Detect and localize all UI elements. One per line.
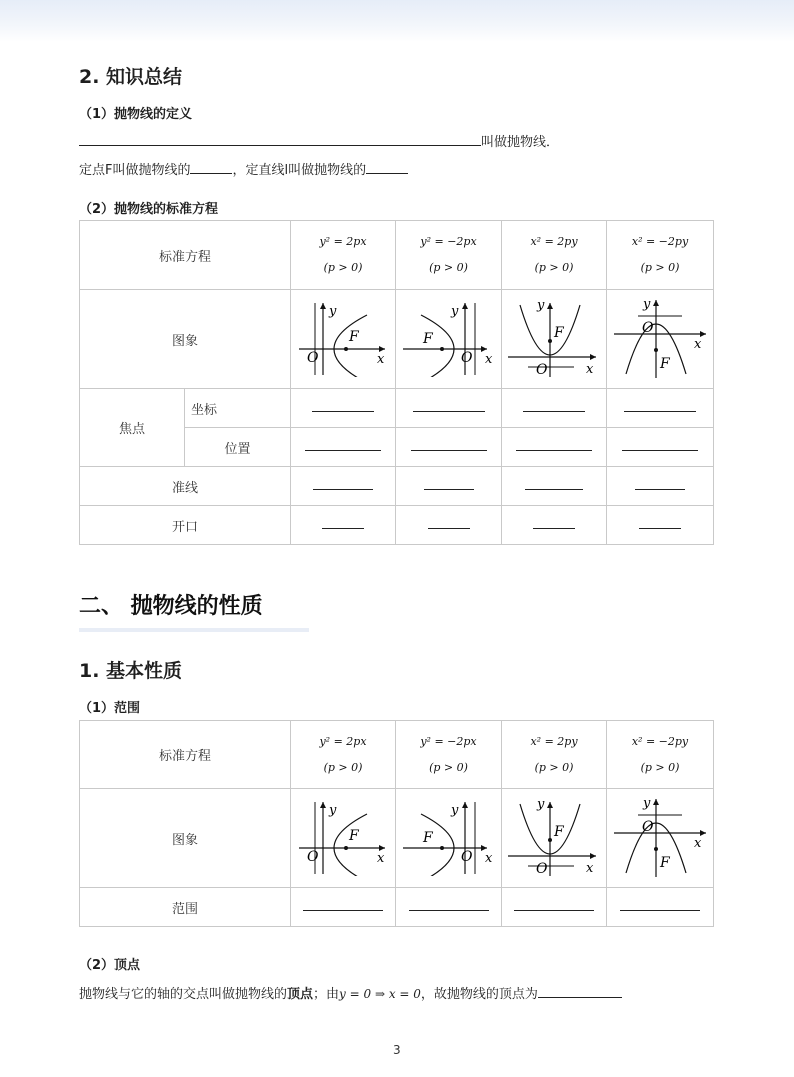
svg-text:x: x [377,352,385,367]
row-header-focus-pos: 位置 [185,428,291,467]
subsection-equation-title: （2）抛物线的标准方程 [79,202,219,217]
row-header-directrix: 准线 [80,467,291,506]
range-title: （1）范围 [79,701,141,716]
chapter-title: 二、 抛物线的性质 [79,594,263,619]
svg-text:F: F [660,855,670,871]
blank-cell[interactable] [607,389,714,428]
svg-text:O: O [536,861,548,877]
svg-text:y: y [537,298,545,313]
svg-text:x: x [586,861,594,876]
svg-text:y: y [329,304,337,319]
equation-cell: x² = 2py (p > 0) [502,221,607,290]
blank-cell[interactable] [291,506,396,545]
graph-up-opening [502,290,607,389]
row-header-focus-coord: 坐标 [185,389,291,428]
graph-left-opening [396,290,502,389]
svg-text:O: O [307,849,319,865]
equation-cell: x² = −2py (p > 0) [607,221,714,290]
vertex-text: 抛物线与它的轴的交点叫做抛物线的顶点；由y = 0 ⇒ x = 0，故抛物线的顶点为 [79,983,622,1002]
svg-text:y: y [643,297,651,312]
definition-line-2 [79,159,408,178]
directrix-blank[interactable] [366,160,408,174]
svg-text:O: O [307,350,319,366]
svg-text:y: y [450,803,458,818]
svg-text:F: F [660,356,670,372]
focus-blank[interactable] [190,160,232,174]
row-header-opening: 开口 [80,506,291,545]
blank-cell[interactable] [607,428,714,467]
svg-text:O: O [460,849,472,865]
graph-down-opening [607,789,714,888]
svg-text:x: x [694,337,702,352]
svg-text:F: F [422,331,433,347]
svg-text:y: y [329,803,337,818]
svg-text:y: y [537,797,545,812]
svg-text:O: O [642,320,654,336]
equation-cell: y² = −2px (p > 0) [396,221,502,290]
row-header-image: 图象 [80,789,291,888]
basic-properties-heading: 1. 基本性质 [79,660,183,682]
blank-cell[interactable] [291,888,396,927]
blank-cell[interactable] [502,467,607,506]
row-header-focus: 焦点 [80,389,185,467]
row-header-equation: 标准方程 [80,721,291,789]
graph-left-opening [396,789,502,888]
subsection-definition-title: （1）抛物线的定义 [79,107,193,122]
blank-cell[interactable] [396,428,502,467]
vertex-term: 顶点 [287,987,314,1002]
equation-cell: y² = 2px (p > 0) [291,221,396,290]
svg-text:O: O [536,362,548,378]
header-band [0,0,794,42]
definition-suffix: 叫做抛物线． [481,135,560,150]
chapter-underline [79,628,309,632]
definition-blank[interactable] [79,132,481,146]
svg-text:x: x [377,851,385,866]
row-header-range: 范围 [80,888,291,927]
vertex-blank[interactable] [538,984,622,998]
svg-text:F: F [349,329,359,345]
svg-text:O: O [642,819,654,835]
row-header-equation: 标准方程 [80,221,291,290]
equation-cell: x² = −2py (p > 0) [607,721,714,789]
blank-cell[interactable] [502,888,607,927]
blank-cell[interactable] [502,428,607,467]
blank-cell[interactable] [291,467,396,506]
svg-text:y: y [450,304,458,319]
svg-text:x: x [586,362,594,377]
equation-cell: y² = 2px (p > 0) [291,721,396,789]
blank-cell[interactable] [607,888,714,927]
svg-text:x: x [484,851,492,866]
equation-cell: y² = −2px (p > 0) [396,721,502,789]
svg-text:y: y [643,796,651,811]
svg-text:x: x [694,836,702,851]
blank-cell[interactable] [396,389,502,428]
blank-cell[interactable] [607,467,714,506]
svg-text:O: O [460,350,472,366]
equation-cell: x² = 2py (p > 0) [502,721,607,789]
svg-text:F: F [554,325,564,341]
svg-text:F: F [349,828,359,844]
range-table [79,720,714,927]
blank-cell[interactable] [396,506,502,545]
blank-cell[interactable] [607,506,714,545]
focus-label-text: 定点F叫做抛物线的 [79,163,191,178]
blank-cell[interactable] [502,506,607,545]
vertex-title: （2）顶点 [79,958,141,973]
svg-text:x: x [484,352,492,367]
standard-equation-table [79,220,714,545]
blank-cell[interactable] [502,389,607,428]
page-number: 3 [393,1043,401,1057]
blank-cell[interactable] [396,888,502,927]
graph-right-opening [291,789,396,888]
graph-up-opening [502,789,607,888]
definition-line-1 [79,131,559,150]
graph-right-opening [291,290,396,389]
blank-cell[interactable] [396,467,502,506]
svg-text:F: F [554,824,564,840]
row-header-image: 图象 [80,290,291,389]
vertex-formula: y = 0 ⇒ x = 0 [339,987,421,1001]
graph-down-opening [607,290,714,389]
section-heading: 2. 知识总结 [79,66,183,88]
svg-text:F: F [422,830,433,846]
directrix-label-text: ，定直线l叫做抛物线的 [232,163,367,178]
blank-cell[interactable] [291,428,396,467]
blank-cell[interactable] [291,389,396,428]
